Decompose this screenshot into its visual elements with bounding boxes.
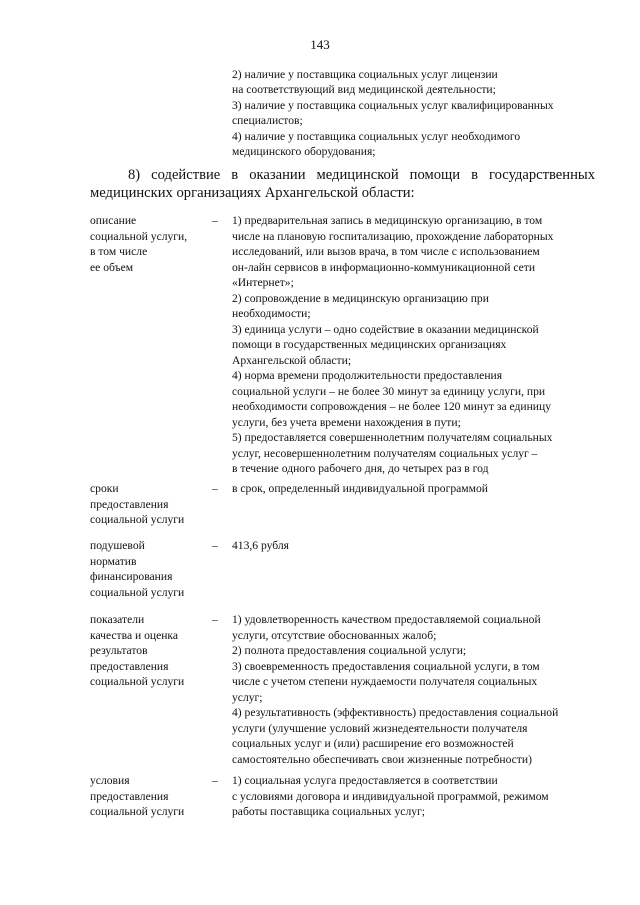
page-number: 143 xyxy=(310,37,330,52)
list-line: специалистов; xyxy=(232,114,303,128)
value-line: в срок, определенный индивидуальной программой xyxy=(232,482,488,495)
row-value xyxy=(232,538,598,554)
row-dash: – xyxy=(212,214,218,227)
row-label xyxy=(90,481,208,528)
value-line: 2) сопровождение в медицинскую организацию при xyxy=(232,291,489,305)
row-label xyxy=(90,538,208,600)
value-line: числе с учетом степени нуждаемости получателя социальных xyxy=(232,675,538,688)
section-heading xyxy=(90,166,595,202)
label-line: показатели xyxy=(90,613,145,626)
value-line: 2) полнота предоставления социальной услуги; xyxy=(232,644,467,657)
label-line: норматив xyxy=(90,554,137,568)
value-line: услуг; xyxy=(232,690,263,704)
row-value xyxy=(232,773,598,820)
value-line: 4) норма времени продолжительности предоставления xyxy=(232,369,503,382)
row-dash: – xyxy=(212,539,218,552)
section-heading-line: 8) содействие в оказании медицинской помощи в государственных xyxy=(128,167,595,183)
value-line: 1) социальная услуга предоставляется в соответствии xyxy=(232,774,498,787)
row-label xyxy=(90,612,208,690)
label-line: социальной услуги xyxy=(90,513,185,526)
label-line: предоставления xyxy=(90,497,169,511)
value-line: социальной услуги – не более 30 минут за единицу услуги, при xyxy=(232,384,546,398)
label-line: предоставления xyxy=(90,789,169,803)
value-line: самостоятельно обеспечивать свои жизненные потребности) xyxy=(232,752,532,766)
row-dash: – xyxy=(212,774,218,787)
row-dash: – xyxy=(212,482,218,495)
value-line: 1) удовлетворенность качеством предоставляемой социальной xyxy=(232,613,541,626)
value-line: исследований, или вызов врача, в том числе с использованием xyxy=(232,245,540,258)
value-line: необходимости; xyxy=(232,307,311,320)
value-line: с условиями договора и индивидуальной программой, режимом xyxy=(232,789,549,803)
value-line: «Интернет»; xyxy=(232,276,294,289)
value-line: числе на плановую госпитализацию, прохождение лабораторных xyxy=(232,229,554,243)
list-line: 2) наличие у поставщика социальных услуг лицензии xyxy=(232,68,498,81)
label-line: описание xyxy=(90,214,137,227)
list-line: медицинского оборудования; xyxy=(232,145,376,159)
value-line: необходимости сопровождения – не более 120 минут за единицу xyxy=(232,400,551,413)
value-line: 4) результативность (эффективность) предоставления социальной xyxy=(232,706,559,719)
label-line: качества и оценка xyxy=(90,628,179,642)
value-line: услуги (улучшение условий жизнедеятельности получателя xyxy=(232,721,528,735)
value-line: 3) единица услуги – одно содействие в оказании медицинской xyxy=(232,322,539,336)
value-line: 1) предварительная запись в медицинскую организацию, в том xyxy=(232,214,543,227)
list-line: 4) наличие у поставщика социальных услуг необходимого xyxy=(232,129,521,143)
label-line: в том числе xyxy=(90,245,148,258)
label-line: результатов xyxy=(90,644,148,657)
label-line: подушевой xyxy=(90,539,145,552)
row-label xyxy=(90,773,208,820)
row-value xyxy=(232,612,598,767)
label-line: условия xyxy=(90,774,130,787)
row-value xyxy=(232,213,598,477)
value-line: работы поставщика социальных услуг; xyxy=(232,805,426,818)
value-line: он-лайн сервисов в информационно-коммуникационной сети xyxy=(232,260,536,274)
label-line: социальной услуги, xyxy=(90,229,188,243)
value-line: помощи в государственных медицинских организациях xyxy=(232,338,507,351)
label-line: социальной услуги xyxy=(90,805,185,818)
value-line: услуг, несовершеннолетним получателям социальных услуг – xyxy=(232,446,538,460)
row-label xyxy=(90,213,208,275)
value-line: 413,6 рубля xyxy=(232,539,290,552)
value-line: Архангельской области; xyxy=(232,353,352,367)
continued-list xyxy=(232,67,592,159)
value-line: в течение одного рабочего дня, до четырех раз в год xyxy=(232,462,489,475)
row-dash: – xyxy=(212,613,218,626)
label-line: ее объем xyxy=(90,260,134,274)
value-line: 5) предоставляется совершеннолетним получателям социальных xyxy=(232,431,553,444)
value-line: услуги, без учета времени нахождения в пути; xyxy=(232,415,461,429)
label-line: предоставления xyxy=(90,659,169,673)
section-heading-line: медицинских организациях Архангельской области: xyxy=(90,185,415,201)
value-line: социальных услуг и (или) расширение его возможностей xyxy=(232,737,514,750)
label-line: финансирования xyxy=(90,570,173,583)
value-line: 3) своевременность предоставления социальной услуги, в том xyxy=(232,659,540,673)
list-line: на соответствующий вид медицинской деятельности; xyxy=(232,83,496,97)
list-line: 3) наличие у поставщика социальных услуг квалифицированных xyxy=(232,98,554,112)
row-value xyxy=(232,481,598,497)
label-line: сроки xyxy=(90,482,119,495)
value-line: услуги, отсутствие обоснованных жалоб; xyxy=(232,628,437,642)
label-line: социальной услуги xyxy=(90,585,185,599)
label-line: социальной услуги xyxy=(90,675,185,688)
